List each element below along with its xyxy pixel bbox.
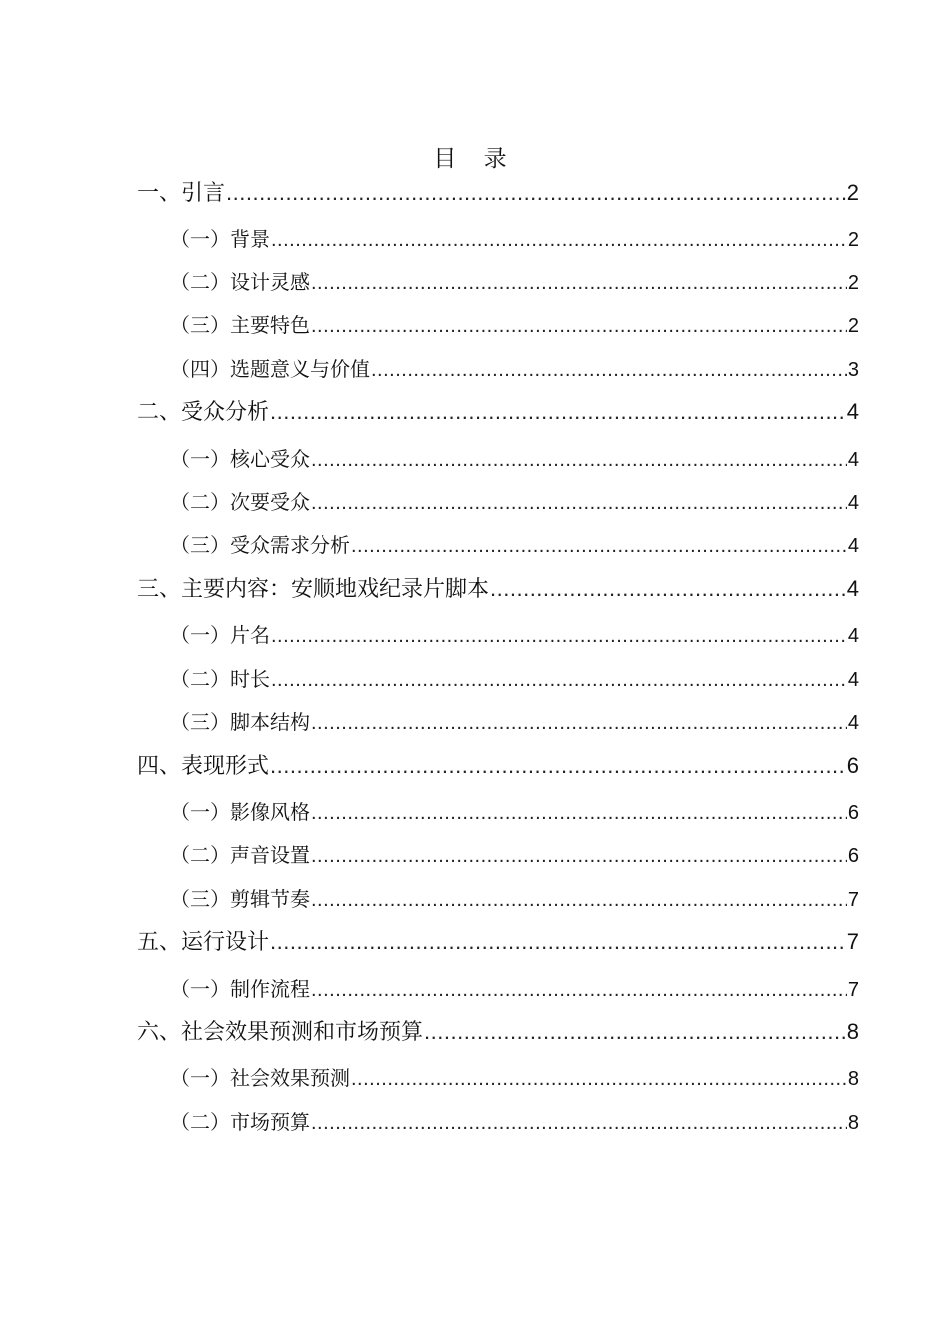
toc-dot-leader (424, 1017, 846, 1047)
toc-dot-leader (311, 1108, 847, 1138)
toc-entry-label: 五、运行设计 (137, 930, 270, 955)
toc-page-number: 4 (846, 399, 859, 424)
toc-dot-leader (311, 311, 847, 341)
toc-entry-label: （二）声音设置 (170, 843, 310, 867)
toc-dot-leader (271, 665, 847, 695)
toc-page-number: 6 (847, 802, 859, 824)
toc-page-number: 7 (847, 889, 859, 911)
toc-page-number: 4 (846, 576, 859, 601)
toc-entry-label: （三）剪辑节奏 (170, 887, 310, 911)
toc-entry-label: 一、引言 (137, 181, 226, 206)
toc-dot-leader (270, 397, 846, 427)
toc-dot-leader (271, 621, 847, 651)
toc-entry[interactable] (137, 751, 859, 781)
toc-entry[interactable] (170, 620, 859, 650)
toc-dot-leader (270, 751, 846, 781)
toc-entry[interactable] (170, 797, 859, 827)
toc-dot-leader (311, 268, 847, 298)
toc-page-number: 8 (846, 1019, 859, 1044)
toc-entry-label: 六、社会效果预测和市场预算 (137, 1020, 424, 1045)
toc-entry-label: （一）制作流程 (170, 977, 310, 1001)
toc-entry-label: 三、主要内容：安顺地戏纪录片脚本 (137, 577, 490, 602)
toc-entry-label: （一）背景 (170, 227, 270, 251)
toc-dot-leader (351, 531, 847, 561)
toc-page-number: 8 (847, 1068, 859, 1090)
toc-entry-label: （一）社会效果预测 (170, 1066, 350, 1090)
toc-entry[interactable] (170, 1107, 859, 1137)
toc-dot-leader (311, 488, 847, 518)
toc-entry-label: （二）市场预算 (170, 1110, 310, 1134)
toc-page-number: 4 (847, 712, 859, 734)
toc-entry[interactable] (170, 444, 859, 474)
toc-page-number: 4 (847, 669, 859, 691)
toc-dot-leader (226, 178, 846, 208)
toc-entry-label: （三）受众需求分析 (170, 533, 350, 557)
toc-dot-leader (311, 708, 847, 738)
toc-entry[interactable] (170, 267, 859, 297)
toc-entry[interactable] (170, 487, 859, 517)
toc-entry[interactable] (170, 1063, 859, 1093)
toc-entry-label: （二）次要受众 (170, 490, 310, 514)
toc-page-number: 2 (847, 229, 859, 251)
toc-entry-label: （一）影像风格 (170, 800, 310, 824)
toc-entry[interactable] (170, 884, 859, 914)
toc-page-number: 2 (847, 272, 859, 294)
toc-dot-leader (311, 885, 847, 915)
toc-dot-leader (270, 927, 846, 957)
toc-page-number: 7 (846, 929, 859, 954)
toc-entry[interactable] (137, 927, 859, 957)
toc-title: 目 录 (433, 146, 517, 172)
toc-entry[interactable] (170, 354, 859, 384)
toc-entry-label: （四）选题意义与价值 (170, 357, 370, 381)
toc-dot-leader (490, 574, 846, 604)
toc-page-number: 6 (846, 753, 859, 778)
toc-dot-leader (271, 225, 847, 255)
toc-entry[interactable] (137, 1017, 859, 1047)
toc-entry[interactable] (170, 310, 859, 340)
toc-page-number: 7 (847, 979, 859, 1001)
toc-entry[interactable] (137, 574, 859, 604)
toc-entry-label: 二、受众分析 (137, 400, 270, 425)
toc-entry[interactable] (170, 840, 859, 870)
toc-dot-leader (311, 798, 847, 828)
toc-entry[interactable] (170, 974, 859, 1004)
toc-entry-label: （一）核心受众 (170, 447, 310, 471)
toc-page-number: 4 (847, 535, 859, 557)
toc-entry[interactable] (170, 530, 859, 560)
toc-entry-label: （三）脚本结构 (170, 710, 310, 734)
toc-dot-leader (351, 1064, 847, 1094)
toc-entry[interactable] (137, 178, 859, 208)
toc-dot-leader (311, 445, 847, 475)
toc-dot-leader (311, 841, 847, 871)
toc-page-number: 4 (847, 492, 859, 514)
toc-entry-label: （二）时长 (170, 667, 270, 691)
toc-entry[interactable] (170, 664, 859, 694)
toc-entry-label: （一）片名 (170, 623, 270, 647)
toc-page-number: 4 (847, 449, 859, 471)
toc-entry[interactable] (137, 397, 859, 427)
toc-entry-label: 四、表现形式 (137, 754, 270, 779)
toc-dot-leader (371, 355, 847, 385)
toc-entry-label: （三）主要特色 (170, 313, 310, 337)
toc-page-number: 2 (847, 315, 859, 337)
toc-page-number: 4 (847, 625, 859, 647)
toc-page-number: 6 (847, 845, 859, 867)
toc-entry[interactable] (170, 224, 859, 254)
toc-page-number: 8 (847, 1112, 859, 1134)
toc-entry-label: （二）设计灵感 (170, 270, 310, 294)
toc-page-number: 3 (847, 359, 859, 381)
toc-entry[interactable] (170, 707, 859, 737)
toc-page-number: 2 (846, 180, 859, 205)
toc-dot-leader (311, 975, 847, 1005)
